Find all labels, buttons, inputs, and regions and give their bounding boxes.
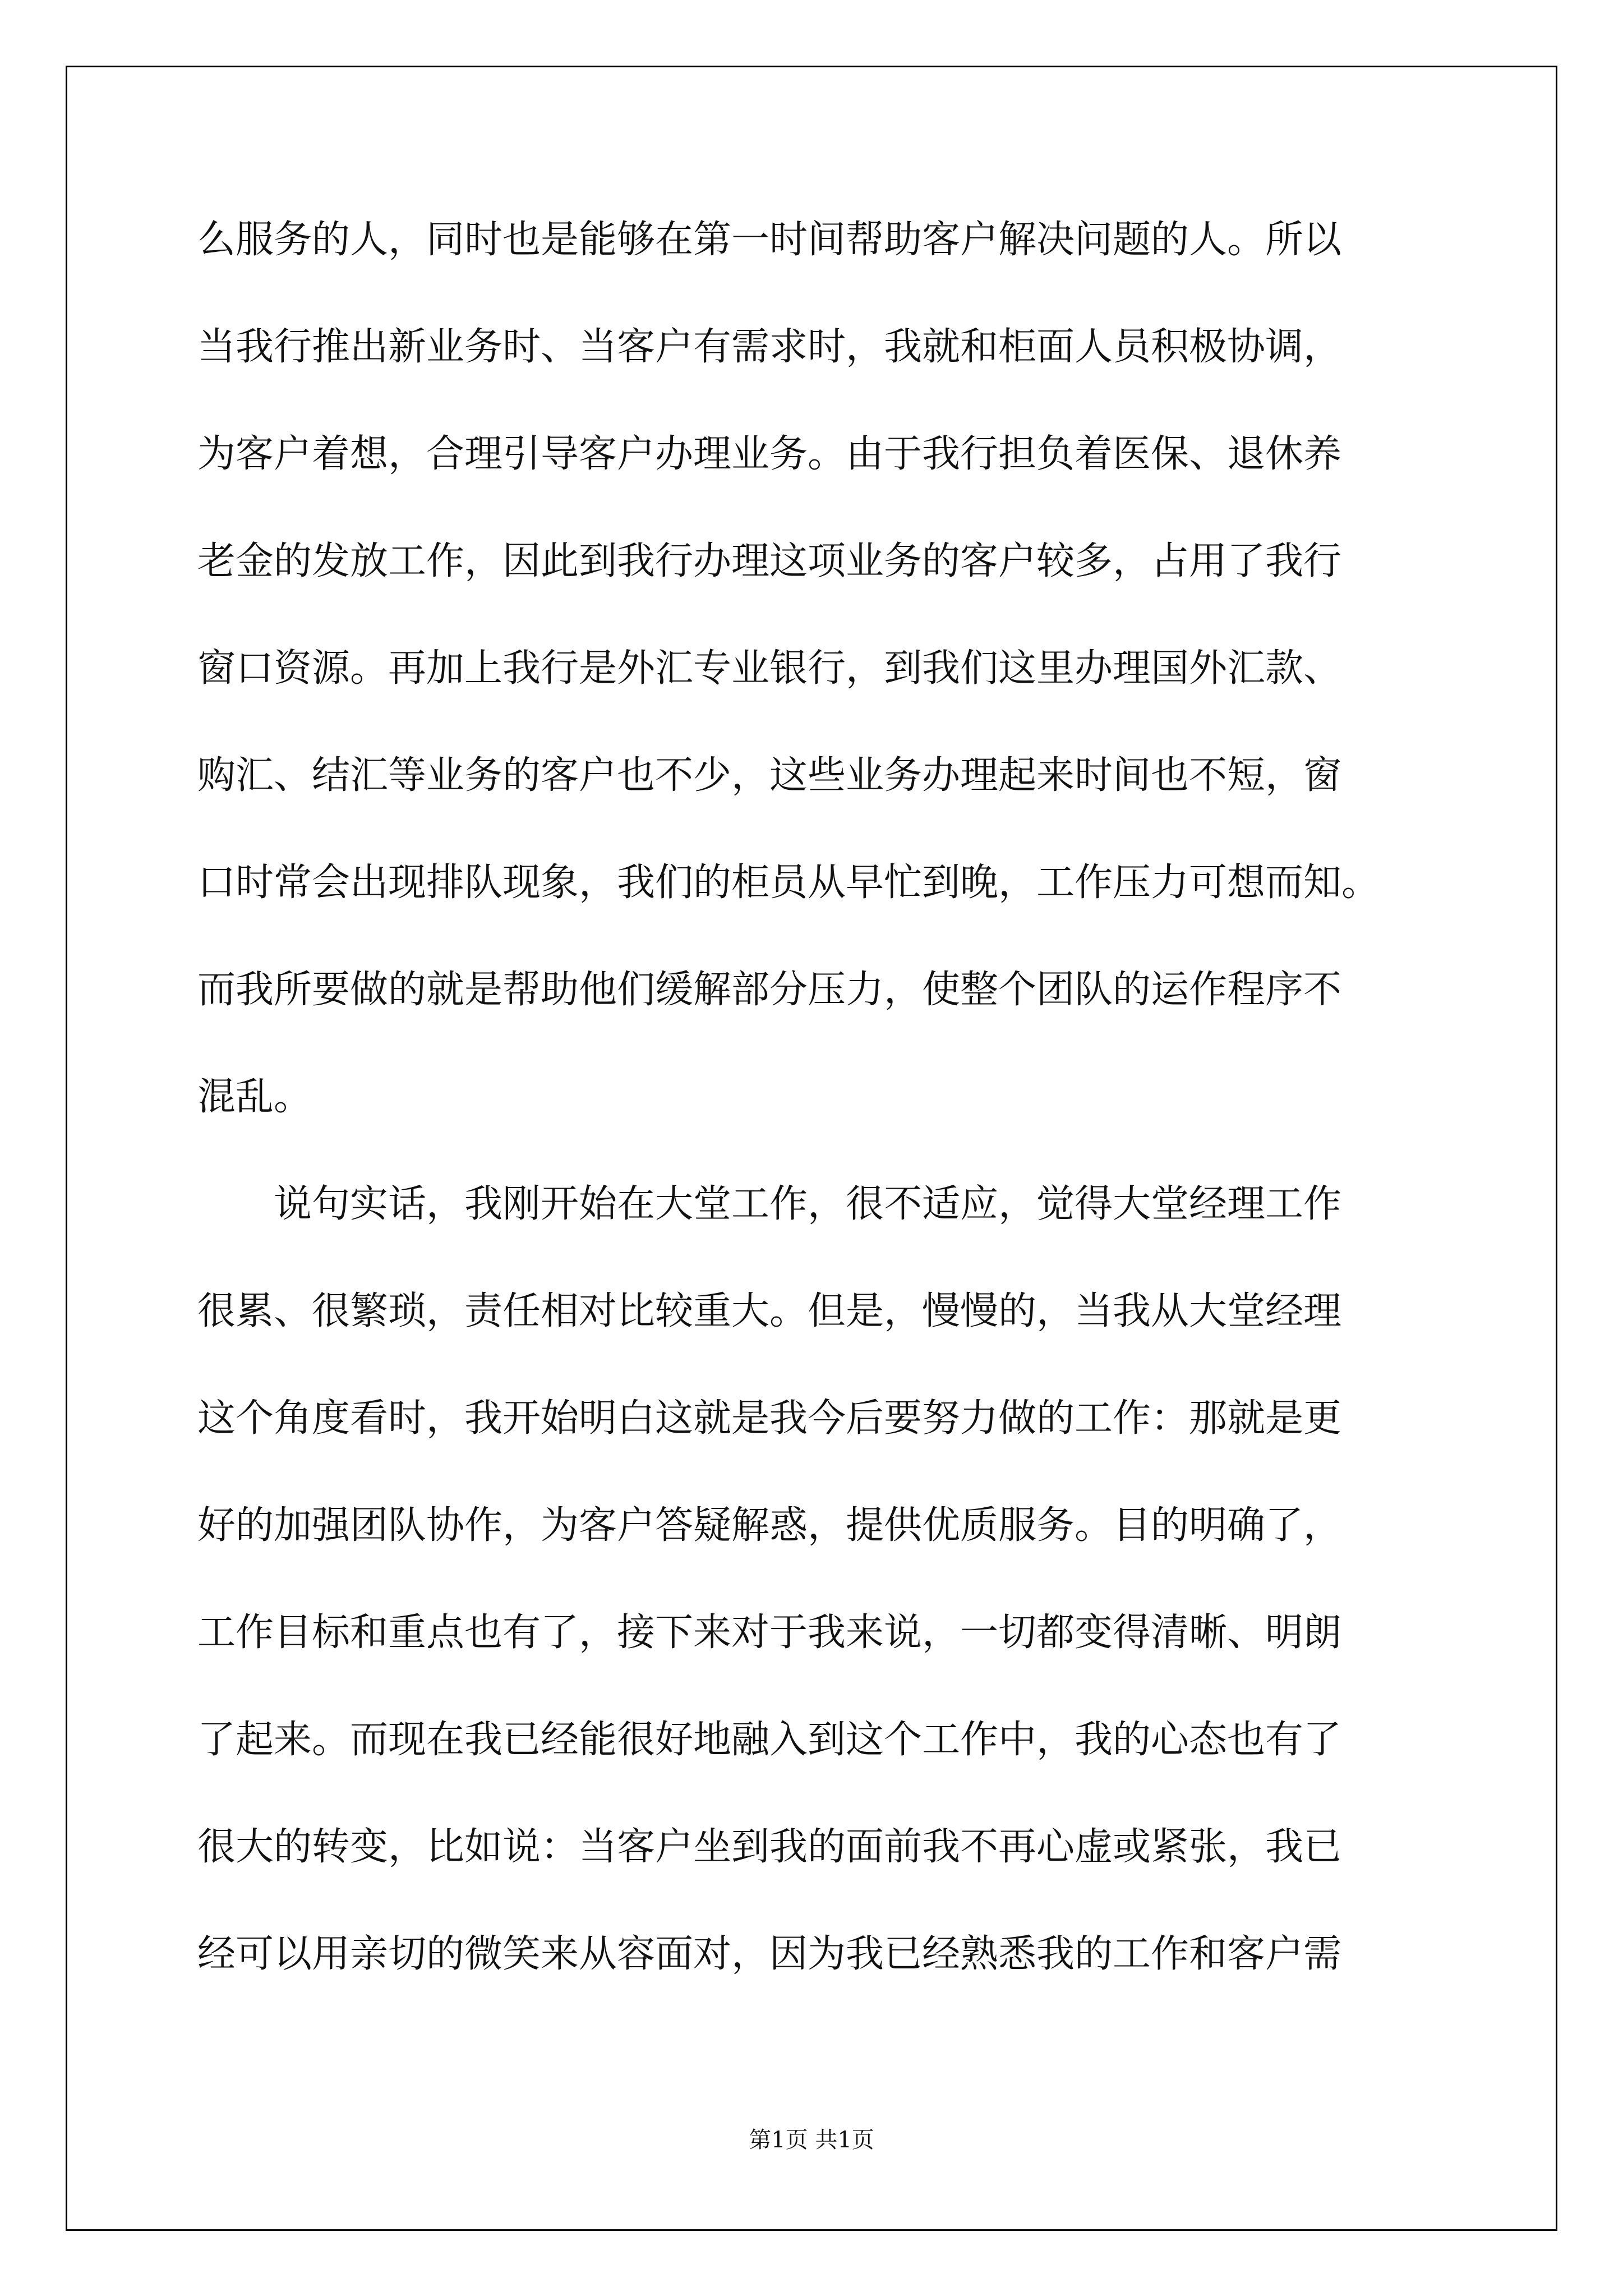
text-line: 为客户着想，合理引导客户办理业务。由于我行担负着医保、退休养 <box>197 432 1342 476</box>
text-line: 经可以用亲切的微笑来从容面对，因为我已经熟悉我的工作和客户需 <box>197 1932 1342 1976</box>
page-border <box>66 66 1557 2231</box>
text-line: 了起来。而现在我已经能很好地融入到这个工作中，我的心态也有了 <box>197 1718 1342 1762</box>
text-line: 这个角度看时，我开始明白这就是我今后要努力做的工作：那就是更 <box>197 1396 1342 1441</box>
text-line: 好的加强团队协作，为客户答疑解惑，提供优质服务。目的明确了， <box>197 1503 1342 1548</box>
text-line: 混乱。 <box>197 1075 312 1119</box>
text-line: 口时常会出现排队现象，我们的柜员从早忙到晚，工作压力可想而知。 <box>197 861 1380 905</box>
text-line: 很大的转变，比如说：当客户坐到我的面前我不再心虚或紧张，我已 <box>197 1825 1342 1869</box>
paragraph-first-line: 说句实话，我刚开始在大堂工作，很不适应，觉得大堂经理工作 <box>274 1182 1342 1226</box>
text-line: 工作目标和重点也有了，接下来对于我来说，一切都变得清晰、明朗 <box>197 1611 1342 1655</box>
text-line: 而我所要做的就是帮助他们缓解部分压力，使整个团队的运作程序不 <box>197 968 1342 1012</box>
text-line: 老金的发放工作，因此到我行办理这项业务的客户较多，占用了我行 <box>197 539 1342 583</box>
text-line: 当我行推出新业务时、当客户有需求时，我就和柜面人员积极协调， <box>197 325 1342 369</box>
page-footer: 第1页 共1页 <box>749 2127 874 2153</box>
text-line: 购汇、结汇等业务的客户也不少，这些业务办理起来时间也不短，窗 <box>197 753 1342 798</box>
text-line: 窗口资源。再加上我行是外汇专业银行，到我们这里办理国外汇款、 <box>197 646 1342 691</box>
text-line: 么服务的人，同时也是能够在第一时间帮助客户解决问题的人。所以 <box>197 218 1342 262</box>
text-line: 很累、很繁琐，责任相对比较重大。但是，慢慢的，当我从大堂经理 <box>197 1289 1342 1333</box>
